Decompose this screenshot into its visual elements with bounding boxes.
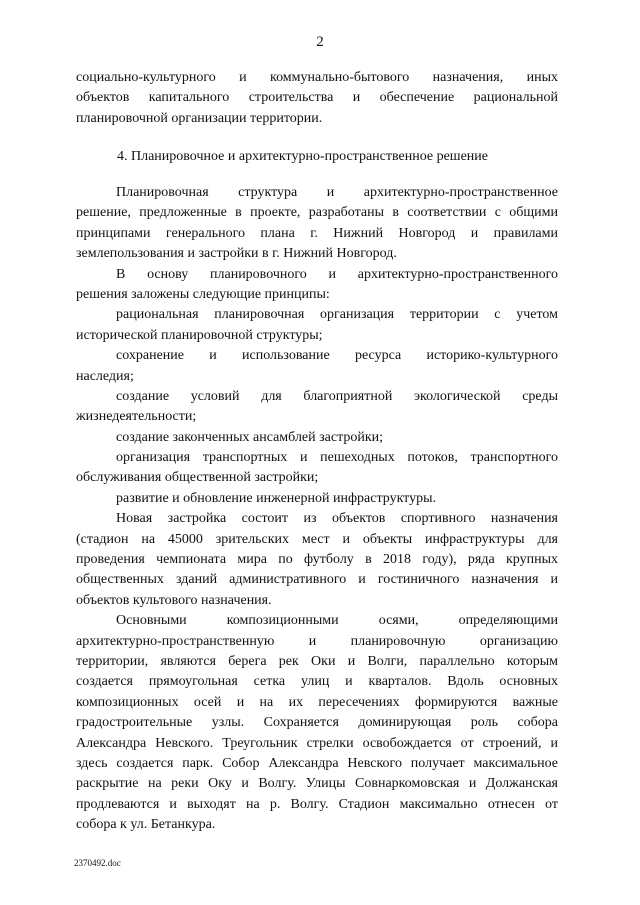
text-line: создается прямоугольная сетка улиц и кварталов. Вдоль основных — [76, 674, 558, 690]
text-line: проведения чемпионата мира по футболу в 2018 году), ряда крупных — [76, 552, 558, 568]
text-line: градостроительные узлы. Сохраняется доминирующая роль собора — [76, 715, 558, 731]
text-line: В основу планировочного и архитектурно-пространственного — [116, 266, 558, 282]
text-line: социально-культурного и коммунально-бытового назначения, иных — [76, 70, 558, 85]
text-line: композиционных осей и на их пересечениях формируются важные — [76, 694, 558, 710]
section-heading: 4. Планировочное и архитектурно-пространственное решение — [117, 149, 488, 164]
text-line: собора к ул. Бетанкура. — [76, 817, 216, 833]
text-line: землепользования и застройки в г. Нижний Новгород. — [76, 246, 397, 262]
page-number: 2 — [316, 34, 324, 50]
text-line: обслуживания общественной застройки; — [76, 470, 319, 486]
text-line: территории, являются берега рек Оки и Волги, параллельно которым — [76, 653, 558, 669]
text-line: развитие и обновление инженерной инфраструктуры. — [116, 490, 437, 506]
text-line: жизнедеятельности; — [76, 409, 197, 425]
text-line: организация транспортных и пешеходных потоков, транспортного — [116, 450, 558, 466]
text-line: Александра Невского. Треугольник стрелки освобождается от строений, и — [76, 735, 558, 751]
text-line: Основными композиционными осями, определяющими — [116, 613, 558, 629]
text-line: здесь создается парк. Собор Александра Невского получает максимальное — [76, 755, 558, 771]
text-line: (стадион на 45000 зрительских мест и объекты инфраструктуры для — [76, 531, 558, 547]
text-line: общественных зданий административного и гостиничного назначения и — [76, 572, 558, 588]
text-line: решения заложены следующие принципы: — [76, 286, 330, 302]
paragraph-continuation — [76, 68, 558, 129]
main-text — [76, 183, 558, 836]
text-line: продлеваются и выходят на р. Волгу. Стадион максимально отнесен от — [76, 796, 558, 812]
text-line: объектов капитального строительства и обеспечение рациональной — [76, 90, 558, 106]
text-line: создание законченных ансамблей застройки; — [116, 429, 384, 445]
text-line: принципами генерального плана г. Нижний Новгород и правилами — [76, 225, 558, 241]
text-line: исторической планировочной структуры; — [76, 327, 323, 343]
text-line: планировочной организации территории. — [76, 110, 323, 126]
text-line: объектов культового назначения. — [76, 592, 272, 608]
text-line: наследия; — [76, 368, 134, 384]
footer-document-name: 2370492.doc — [74, 858, 121, 868]
text-line: раскрытие на реки Оку и Волгу. Улицы Совнаркомовская и Должанская — [76, 776, 558, 792]
text-line: рациональная планировочная организация территории с учетом — [116, 307, 558, 323]
text-line: Новая застройка состоит из объектов спортивного назначения — [116, 511, 558, 527]
text-line: создание условий для благоприятной экологической среды — [116, 388, 558, 404]
text-line: Планировочная структура и архитектурно-пространственное — [116, 185, 558, 200]
text-line: решение, предложенные в проекте, разработаны в соответствии с общими — [76, 205, 558, 221]
text-line: архитектурно-пространственную и планировочную организацию — [76, 633, 558, 649]
text-line: сохранение и использование ресурса историко-культурного — [116, 348, 558, 364]
